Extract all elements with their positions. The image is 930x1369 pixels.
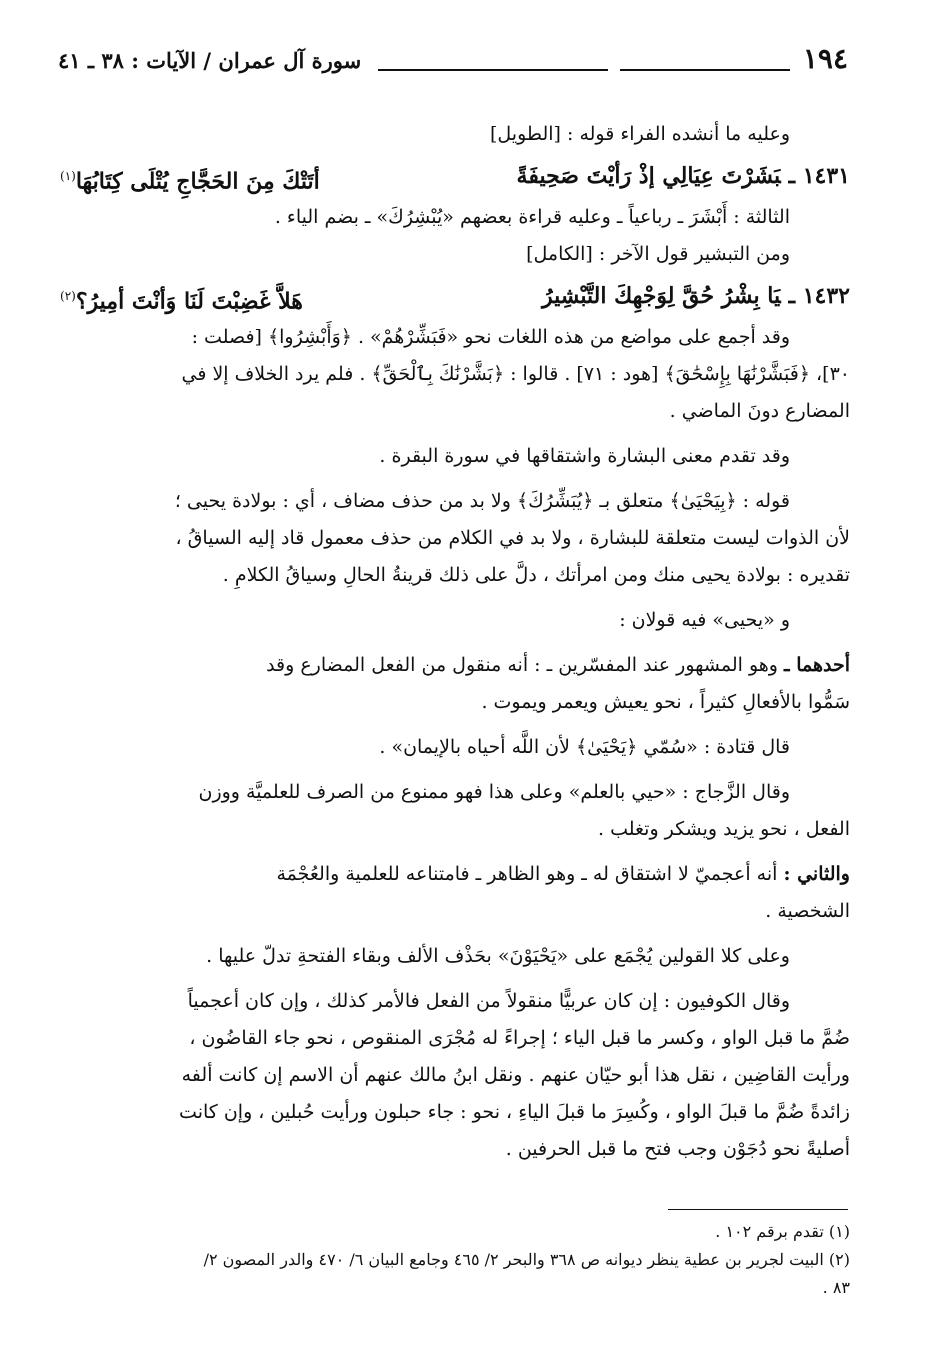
poetry-line	[60, 273, 850, 319]
footnotes	[60, 1218, 850, 1302]
text-line: لأن الذوات ليست متعلقة للبشارة ، ولا بد في الكلام من حذف معمول قاد إليه السياقُ ،	[175, 527, 850, 549]
verse-second-hemistich	[60, 273, 303, 319]
text-line: قال قتادة : «سُمّي ﴿يَحْيَىٰ﴾ لأن اللَّه أحياه بالإيمان» .	[379, 736, 790, 758]
text-line	[60, 856, 850, 893]
header-rule	[378, 69, 608, 71]
text-line: ضُمَّ ما قبل الواو ، وكسر ما قبل الياء ؛ إجراءً له مُجْرَى المنقوص ، نحو جاء القاضُون ،	[189, 1027, 850, 1049]
footnote-rule	[668, 1209, 848, 1210]
text-line: وقد تقدم معنى البشارة واشتقاقها في سورة البقرة .	[379, 445, 790, 467]
verse-first-hemistich	[320, 153, 850, 199]
text-line: الثالثة : أَبْشَرَ ـ رباعياً ـ وعليه قراءة بعضهم «يُبْشِرُكَ» ـ بضم الياء .	[274, 206, 790, 228]
main-text	[60, 116, 850, 1168]
footnote: (٢) البيت لجرير بن عطية ينظر ديوانه ص ٣٦٨ والبحر ٢/ ٤٦٥ وجامع البيان ٦/ ٤٧٠ والدر المصون ٢/	[203, 1250, 850, 1269]
verse-number: ١٤٣١ ـ	[788, 163, 850, 189]
text-line: ومن التبشير قول الآخر : [الكامل]	[526, 243, 790, 265]
verse-second-hemistich	[60, 153, 320, 199]
sura-title: سورة آل عمران / الآيات : ٣٨ ـ ٤١	[58, 48, 362, 73]
text-line: قوله : ﴿بِيَحْيَىٰ﴾ متعلق بـ ﴿يُبَشِّرُكَ﴾ ولا بد من حذف مضاف ، أي : بولادة يحيى ؛	[174, 490, 790, 512]
text-line: أصليةً نحو دُجَوْن وجب فتح ما قبل الحرفين .	[505, 1138, 850, 1160]
page-number: ١٩٤	[802, 42, 848, 75]
text-line: الشخصية .	[765, 900, 850, 922]
text-line: تقديره : بولادة يحيى منك ومن امرأتك ، دلَّ على ذلك قرينةُ الحالِ وسياقُ الكلامِ .	[222, 564, 850, 586]
footnote-marker: (٢)	[60, 289, 76, 303]
text-line: ٣٠]، ﴿فَبَشَّرْنَٰهَا بِإِسْحَٰقَ﴾ [هود : ٧١] . قالوا : ﴿بَشَّرْنَٰكَ بِٱلْحَقِّ﴾ . فلم يرد الخلاف إلا في	[181, 363, 850, 385]
header-rule	[620, 69, 790, 71]
text-line: وقال الكوفيون : إن كان عربيًّا منقولاً من الفعل فالأمر كذلك ، وإن كان أعجمياً	[187, 990, 790, 1012]
text-line	[60, 647, 850, 684]
line-text: وهو المشهور عند المفسّرين ـ : أنه منقول من الفعل المضارع وقد	[266, 654, 785, 676]
text-line: وعلى كلا القولين يُجْمَع على «يَحْيَوْنَ» بحَذْف الألف وبقاء الفتحةِ تدلّ عليها .	[206, 945, 790, 967]
text-line: المضارع دونَ الماضي .	[669, 400, 850, 422]
text-line: و «يحيى» فيه قولان :	[619, 609, 790, 631]
text-line: وعليه ما أنشده الفراء قوله : [الطويل]	[490, 123, 790, 145]
poetry-line	[60, 153, 850, 199]
bold-term: والثاني :	[783, 863, 850, 885]
text-line: زائدةً ضُمَّ ما قبلَ الواو ، وكُسِرَ ما قبلَ الياءِ ، نحو : جاء حبلون ورأيت حُبلين ، وإن كانت	[179, 1101, 850, 1123]
hemistich-text: بَشَرْتَ عِيَالِي إذْ رَأيْتَ صَحِيفَةً	[516, 163, 781, 189]
text-line: الفعل ، نحو يزيد ويشكر وتغلب .	[597, 818, 850, 840]
text-line: ورأيت القاضِين ، نقل هذا أبو حيّان عنهم . ونقل ابنُ مالك عنهم أن الاسم إن كانت ألفه	[181, 1064, 850, 1086]
bold-term: أحدهما ـ	[784, 654, 850, 676]
text-line: وقال الزَّجاج : «حيي بالعلم» وعلى هذا فهو ممنوع من الصرف للعلميَّة ووزن	[198, 781, 790, 803]
footnote: (١) تقدم برقم ١٠٢ .	[715, 1222, 850, 1241]
verse-first-hemistich	[303, 273, 850, 319]
hemistich-text: هَلاَّ غَضِبْتَ لَنَا وَأنْتَ أمِيرُ؟	[75, 288, 303, 315]
hemistich-text: أتَتْكَ مِنَ الحَجَّاجِ يُتْلَى كِتَابُهَا	[75, 168, 320, 195]
text-line: وقد أجمع على مواضع من هذه اللغات نحو «فَبَشِّرْهُمْ» . ﴿وَأَبْشِرُوا﴾ [فصلت :	[191, 326, 790, 348]
text-line: سَمُّوا بالأفعالِ كثيراً ، نحو يعيش ويعمر ويموت .	[481, 691, 850, 713]
verse-number: ١٤٣٢ ـ	[788, 283, 850, 309]
hemistich-text: يَا بِشْرُ حُقَّ لِوَجْهِكَ التَّبْشِيرُ	[541, 283, 781, 309]
line-text: أنه أعجميّ لا اشتقاق له ـ وهو الظاهر ـ فامتناعه للعلمية والعُجْمَة	[276, 863, 784, 885]
running-header	[58, 42, 848, 76]
footnote-marker: (١)	[60, 169, 76, 183]
footnote-continuation: ٨٣ .	[822, 1278, 850, 1297]
